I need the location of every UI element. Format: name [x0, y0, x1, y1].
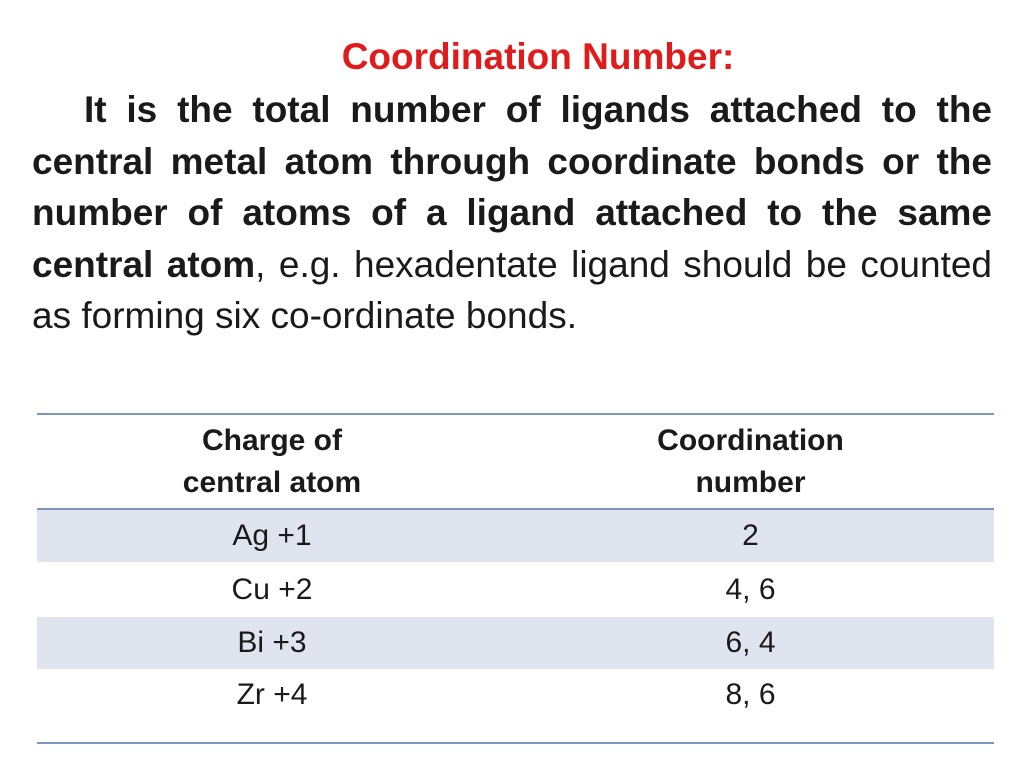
header-charge-line2: central atom	[182, 466, 362, 499]
header-coordination-line2: number	[695, 466, 806, 499]
header-charge-line1: Charge of	[201, 424, 342, 457]
table-row	[37, 510, 994, 562]
cell-charge: Zr +4	[236, 678, 308, 711]
header-coordination-line1: Coordination	[657, 424, 844, 457]
cell-charge: Bi +3	[237, 626, 307, 659]
definition-paragraph	[32, 84, 992, 342]
table-bottom-rule	[37, 742, 994, 744]
table-row	[37, 617, 994, 669]
cell-coordination: 8, 6	[725, 678, 776, 711]
table-row	[37, 564, 994, 616]
cell-coordination: 2	[742, 519, 759, 552]
definition-regular-text: , e.g. hexadentate ligand should be counted as forming six co-ordinate bonds.	[32, 243, 993, 336]
cell-coordination: 6, 4	[725, 626, 776, 659]
cell-charge: Ag +1	[232, 519, 312, 552]
definition-bold-text: It is the total number of ligands attached to the central metal atom through coordinate bonds or the number of atoms of a ligand attached to the same central atom	[32, 89, 992, 285]
header-coordination	[507, 420, 994, 504]
slide-title: Coordination Number:	[341, 36, 735, 77]
header-charge	[37, 420, 507, 504]
table-row	[37, 669, 994, 721]
cell-charge: Cu +2	[231, 573, 313, 606]
cell-coordination: 4, 6	[725, 573, 776, 606]
table-top-rule	[37, 413, 994, 415]
